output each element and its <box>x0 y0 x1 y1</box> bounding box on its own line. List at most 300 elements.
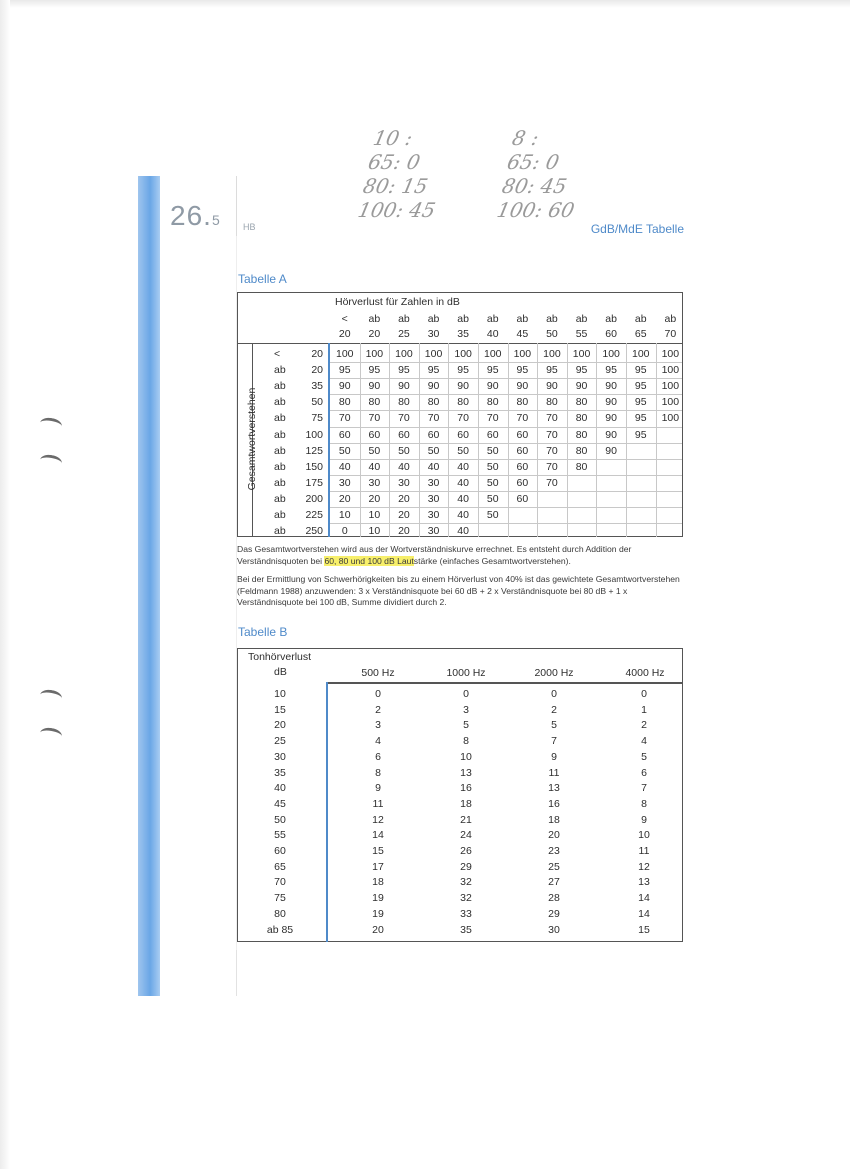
table-a-cell: 50 <box>338 444 351 457</box>
table-a-cell: 50 <box>486 509 499 521</box>
table-a-cell: 80 <box>516 396 529 409</box>
table-a-row-value: 20 <box>311 348 323 360</box>
table-a-grid-line <box>330 459 682 460</box>
table-a-cell: 95 <box>634 364 647 377</box>
table-b-row <box>238 749 682 765</box>
table-b-cell: 10 <box>460 750 472 763</box>
table-a-cell: 90 <box>605 412 617 425</box>
table-a-cell: 95 <box>486 364 499 377</box>
table-a-grid-line <box>330 507 682 508</box>
table-a-cell: 60 <box>516 476 529 489</box>
table-a-col-header-bottom: 40 <box>486 328 499 340</box>
table-a-col-header-top: ab <box>664 313 677 325</box>
table-a-col-header-top: ab <box>546 313 558 325</box>
table-b-row <box>238 859 682 875</box>
table-b-cell: 6 <box>375 750 381 763</box>
table-b-title: Tabelle B <box>238 625 288 639</box>
scan-edge-left <box>0 0 10 1169</box>
table-b-cell: 7 <box>641 782 647 795</box>
table-a-cell: 40 <box>457 476 469 489</box>
table-a-col-header-top: ab <box>486 313 499 325</box>
table-a-cell: 90 <box>605 444 617 457</box>
table-b-cell: 14 <box>372 829 384 842</box>
table-a-cell: 50 <box>486 476 499 489</box>
table-b-db-value: 50 <box>274 813 286 826</box>
table-a-grid-line <box>330 410 682 411</box>
table-a-grid-line <box>330 362 682 363</box>
table-a-col-header-bottom: 20 <box>338 328 351 340</box>
table-a-row-prefix: ab <box>274 509 286 521</box>
table-a-cell: 95 <box>457 364 469 377</box>
table-a-row-prefix: ab <box>274 525 286 538</box>
table-a-cell: 100 <box>335 348 354 360</box>
table-b-cell: 13 <box>638 876 650 889</box>
table-b-row <box>238 906 682 922</box>
table-a-cell: 100 <box>483 348 502 360</box>
table-a-row-prefix: ab <box>274 428 286 441</box>
table-b-cell: 32 <box>460 876 472 889</box>
table-b-cell: 10 <box>638 829 650 842</box>
table-b-col-header: 4000 Hz <box>625 667 665 679</box>
table-a-row-value: 100 <box>305 428 323 441</box>
table-a-row-value: 250 <box>305 525 323 538</box>
table-b-db-value: 30 <box>274 750 286 763</box>
table-a-cell: 80 <box>575 460 588 473</box>
punch-hole-mark <box>39 726 63 743</box>
table-a-cell: 90 <box>605 428 617 441</box>
table-a-grid-line <box>330 443 682 444</box>
table-b-row <box>238 702 682 718</box>
table-a-cell: 100 <box>631 348 650 360</box>
table-a-row-value: 50 <box>311 396 323 409</box>
table-a-cell: 50 <box>457 444 469 457</box>
table-a-cell: 80 <box>427 396 440 409</box>
table-a-cell: 60 <box>516 428 529 441</box>
table-b-cell: 5 <box>463 719 469 732</box>
table-b-db-value: 75 <box>274 892 286 905</box>
table-a-row-prefix: ab <box>274 412 286 425</box>
table-b-cell: 18 <box>460 797 472 810</box>
table-a-cell: 100 <box>572 348 591 360</box>
table-a-col-header-bottom: 35 <box>457 328 469 340</box>
table-a-cell: 40 <box>457 460 469 473</box>
table-a-cell: 95 <box>605 364 617 377</box>
table-a-col-header-bottom: 70 <box>664 328 677 340</box>
table-a-cell: 100 <box>661 364 680 377</box>
table-a-cell: 95 <box>398 364 410 377</box>
table-b-cell: 13 <box>460 766 472 779</box>
table-a-cell: 90 <box>486 380 499 393</box>
table-a-cell: 40 <box>427 460 440 473</box>
scan-edge-top <box>0 0 850 8</box>
table-a-col-header-bottom: 45 <box>516 328 529 340</box>
table-b-cell: 0 <box>641 688 647 700</box>
table-a-row-value: 75 <box>311 412 323 425</box>
table-b-cell: 12 <box>372 813 384 826</box>
table-b-cell: 6 <box>641 766 647 779</box>
table-a-cell: 95 <box>338 364 351 377</box>
table-b-db-value: 60 <box>274 845 286 857</box>
table-a-cell: 70 <box>486 412 499 425</box>
table-a-cell: 40 <box>338 460 351 473</box>
table-b-db-value: 15 <box>274 703 286 716</box>
table-a-cell: 80 <box>575 412 588 425</box>
table-a-cell: 100 <box>661 348 680 360</box>
table-b-cell: 4 <box>641 735 647 748</box>
table-a-cell: 100 <box>513 348 532 360</box>
table-b-db-value: 35 <box>274 766 286 779</box>
table-b-header-line1: Tonhörverlust <box>248 651 312 663</box>
table-a-cell: 20 <box>368 492 381 505</box>
table-a-row-prefix: ab <box>274 444 286 457</box>
table-b-cell: 13 <box>548 782 560 795</box>
table-b-row <box>238 827 682 843</box>
table-a-cell: 90 <box>605 380 617 393</box>
table-a-col-header-bottom: 60 <box>605 328 617 340</box>
table-a-cell: 20 <box>338 492 351 505</box>
table-a-col-header-bottom: 65 <box>634 328 647 340</box>
table-a-grid-line <box>330 378 682 379</box>
table-a-cell: 50 <box>486 492 499 505</box>
table-a-row-prefix: ab <box>274 380 286 393</box>
table-a-col-header-bottom: 50 <box>546 328 558 340</box>
header-divider <box>236 176 237 236</box>
note-text: stärke (einfaches Gesamtwortverstehen). <box>413 555 571 566</box>
table-a-row-prefix: ab <box>274 460 286 473</box>
table-b-cell: 5 <box>551 719 557 732</box>
table-b-cell: 9 <box>551 750 557 763</box>
table-a-cell: 95 <box>546 364 558 377</box>
table-a-cell: 80 <box>486 396 499 409</box>
table-b-cell: 30 <box>548 923 560 936</box>
table-a-cell: 30 <box>338 476 351 489</box>
table-b-cell: 19 <box>372 907 384 920</box>
table-a-grid-line <box>330 491 682 492</box>
table-b-cell: 16 <box>460 782 472 795</box>
table-a-row-value: 200 <box>305 492 323 505</box>
table-a-col-header-top: ab <box>457 313 469 325</box>
table-a-cell: 100 <box>454 348 472 360</box>
table-a-row-prefix: ab <box>274 476 286 489</box>
table-a-cell: 70 <box>546 460 558 473</box>
page-header-title: GdB/MdE Tabelle <box>590 222 684 236</box>
table-a-cell: 10 <box>338 509 351 521</box>
table-a-cell: 70 <box>427 412 440 425</box>
table-b-db-value: 20 <box>274 719 286 732</box>
table-b-cell: 9 <box>641 813 647 826</box>
table-a-cell: 70 <box>516 412 529 425</box>
table-a-cell: 80 <box>338 396 351 409</box>
table-a-row-value: 175 <box>305 476 323 489</box>
punch-hole-mark <box>39 688 63 705</box>
table-a-col-header-top: ab <box>605 313 617 325</box>
table-a-side-label <box>242 371 256 511</box>
page-number <box>170 200 221 232</box>
table-a-cell: 60 <box>338 428 351 441</box>
table-b-cell: 9 <box>375 782 381 795</box>
table-a-cell: 100 <box>661 380 680 393</box>
table-a-row-prefix: ab <box>274 492 286 505</box>
note-paragraph-1 <box>237 544 687 567</box>
table-a-cell: 50 <box>427 444 440 457</box>
table-b-cell: 21 <box>460 813 472 826</box>
page-number-suffix: 5 <box>211 212 221 228</box>
table-b-cell: 8 <box>463 735 469 748</box>
table-a-cell: 95 <box>368 364 381 377</box>
table-b-db-value: ab 85 <box>266 923 294 936</box>
table-b-cell: 16 <box>548 797 560 810</box>
table-b-cell: 27 <box>548 876 560 889</box>
punch-hole-mark <box>39 416 63 433</box>
table-a-col-header-top: ab <box>427 313 440 325</box>
table-a-cell: 80 <box>457 396 469 409</box>
table-a-cell: 60 <box>516 444 529 457</box>
table-a-cell: 80 <box>368 396 381 409</box>
table-b-db-value: 25 <box>274 735 286 748</box>
table-a-cell: 50 <box>486 444 499 457</box>
table-b-cell: 23 <box>548 845 560 857</box>
table-a-row-prefix: < <box>274 348 281 360</box>
table-b-cell: 25 <box>548 860 560 873</box>
table-b-cell: 0 <box>463 688 469 700</box>
table-b-cell: 17 <box>372 860 384 873</box>
table-a-cell: 100 <box>661 396 680 409</box>
table-a-header-rule <box>238 343 682 344</box>
table-b-db-value: 40 <box>274 782 286 795</box>
table-a-cell: 100 <box>424 348 443 360</box>
table-a-cell: 100 <box>661 412 680 425</box>
table-b-cell: 2 <box>375 703 381 716</box>
table-a-cell: 30 <box>398 476 410 489</box>
table-a-cell: 30 <box>368 476 381 489</box>
table-b-cell: 15 <box>372 845 384 857</box>
table-a-row-value: 20 <box>311 364 323 377</box>
table-b-row <box>238 843 682 859</box>
table-b-cell: 35 <box>460 923 472 936</box>
table-a-cell: 100 <box>395 348 413 360</box>
table-a-cell: 40 <box>398 460 410 473</box>
table-b-cell: 18 <box>548 813 560 826</box>
table-b-row <box>238 890 682 906</box>
table-a-cell: 90 <box>457 380 469 393</box>
table-a-cell: 80 <box>546 396 558 409</box>
table-a-col-header-top: ab <box>634 313 647 325</box>
table-b-cell: 11 <box>638 845 650 857</box>
page-number-main: 26. <box>170 200 212 231</box>
table-b-cell: 4 <box>375 735 381 748</box>
table-b-cell: 12 <box>638 860 650 873</box>
table-a-cell: 60 <box>516 460 529 473</box>
table-b-cell: 28 <box>548 892 560 905</box>
table-a-cell: 100 <box>543 348 561 360</box>
table-a-cell: 100 <box>365 348 384 360</box>
table-a-cell: 100 <box>602 348 620 360</box>
table-a-cell: 90 <box>427 380 440 393</box>
table-a-cell: 70 <box>546 412 558 425</box>
table-b-cell: 0 <box>551 688 557 700</box>
table-b-cell: 3 <box>463 703 469 716</box>
table-a-cell: 90 <box>338 380 351 393</box>
table-a-row-prefix: ab <box>274 396 286 409</box>
table-a-cell: 95 <box>634 428 647 441</box>
table-a-grid-line <box>330 523 682 524</box>
table-a-col-header-top: ab <box>575 313 588 325</box>
table-a-cell: 60 <box>427 428 440 441</box>
table-a-cell: 80 <box>398 396 410 409</box>
table-b-row <box>238 717 682 733</box>
table-a-cell: 95 <box>634 380 647 393</box>
table-a <box>237 292 683 537</box>
table-a-col-header-top: ab <box>398 313 410 325</box>
note-paragraph-2: Bei der Ermittlung von Schwerhörigkeiten bis zu einem Hörverlust von 40% ist das gewichtete Gesamtwortverstehen (Feldmann 1988) anzuwenden: 3 x Verständnisquote bei 60 dB + 2 x Verständnisquote bei 80 dB + 1 x Verständnisquote bei 100 dB, Summe dividiert durch 2. <box>237 574 680 607</box>
table-a-cell: 30 <box>427 509 440 521</box>
table-b-cell: 20 <box>548 829 560 842</box>
table-a-cell: 95 <box>634 396 647 409</box>
table-b-cell: 32 <box>460 892 472 905</box>
table-b-cell: 8 <box>375 766 381 779</box>
table-a-cell: 40 <box>368 460 381 473</box>
table-a-cell: 70 <box>546 428 558 441</box>
table-a-col-header-bottom: 25 <box>398 328 410 340</box>
table-a-title: Tabelle A <box>238 272 287 286</box>
table-a-col-header-bottom: 30 <box>427 328 440 340</box>
table-b-cell: 29 <box>460 860 472 873</box>
table-b-col-header: 2000 Hz <box>534 667 574 679</box>
table-a-cell: 60 <box>457 428 469 441</box>
table-a-row-value: 150 <box>305 460 323 473</box>
table-b-row <box>238 765 682 781</box>
table-a-cell: 40 <box>457 492 469 505</box>
table-b-db-value: 70 <box>274 876 286 889</box>
table-a-col-header-top: ab <box>368 313 381 325</box>
table-a-cell: 60 <box>516 492 529 505</box>
table-b-cell: 19 <box>372 892 384 905</box>
table-a-cell: 60 <box>398 428 410 441</box>
table-a-grid-line <box>330 475 682 476</box>
table-a-cell: 60 <box>486 428 499 441</box>
page-sub-label: HB <box>243 222 256 232</box>
table-b-cell: 20 <box>372 923 384 936</box>
table-b-row <box>238 812 682 828</box>
table-a-cell: 90 <box>575 380 588 393</box>
table-a-cell: 50 <box>368 444 381 457</box>
table-a-cell: 10 <box>368 525 381 538</box>
table-a-grid-line <box>330 394 682 395</box>
table-b-cell: 5 <box>641 750 647 763</box>
table-a-cell: 95 <box>516 364 529 377</box>
table-a-cell: 30 <box>427 476 440 489</box>
table-b-col-header: 1000 Hz <box>446 667 486 679</box>
table-b-cell: 14 <box>638 892 650 905</box>
table-b-cell: 7 <box>551 735 557 748</box>
handwritten-note-left: 10 : 65: 0 80: 15 100: 45 <box>355 126 438 222</box>
table-a-grid-line <box>330 427 682 428</box>
table-b-cell: 29 <box>548 907 560 920</box>
table-b-db-value: 55 <box>274 829 286 842</box>
punch-hole-mark <box>39 453 63 470</box>
table-a-cell: 90 <box>516 380 529 393</box>
table-a-cell: 95 <box>634 412 647 425</box>
table-b-cell: 3 <box>375 719 381 732</box>
note-text: Das Gesamtwortverstehen wird aus der Wortverständniskurve errechnet. Es entsteht durch Addition der Verständnisquoten bei <box>237 544 632 566</box>
table-b-row <box>238 686 682 702</box>
table-a-cell: 90 <box>368 380 381 393</box>
page-side-bar <box>138 176 160 996</box>
table-a-cell: 20 <box>398 525 410 538</box>
table-a-cell: 0 <box>341 525 348 538</box>
table-b-cell: 1 <box>641 703 647 716</box>
table-b-header-line2: dB <box>274 666 287 678</box>
table-a-cell: 60 <box>368 428 381 441</box>
table-b-cell: 24 <box>460 829 472 842</box>
table-b-row <box>238 796 682 812</box>
table-a-row-value: 35 <box>311 380 323 393</box>
table-a-col-header-bottom: 20 <box>368 328 381 340</box>
table-a-cell: 40 <box>457 509 469 521</box>
table-a-col-header-top: < <box>341 313 348 325</box>
table-b-cell: 11 <box>372 797 384 810</box>
table-a-cell: 70 <box>398 412 410 425</box>
table-a-cell: 20 <box>398 509 410 521</box>
table-b-cell: 15 <box>638 923 650 936</box>
note-highlight: 60, 80 und 100 dB Laut <box>324 555 414 566</box>
table-a-cell: 30 <box>427 525 440 538</box>
table-b-cell: 0 <box>375 688 381 700</box>
table-b-row <box>238 922 682 938</box>
table-a-cell: 70 <box>338 412 351 425</box>
table-a-cell: 80 <box>575 444 588 457</box>
table-b-db-value: 10 <box>274 688 286 700</box>
table-b-row <box>238 733 682 749</box>
table-b-header-rule <box>326 682 683 684</box>
table-b-cell: 11 <box>548 766 560 779</box>
table-b-row <box>238 874 682 890</box>
table-b <box>237 648 683 942</box>
table-b-cell: 2 <box>641 719 647 732</box>
table-a-side-label-text: Gesamtwortverstehen <box>246 387 258 491</box>
handwritten-note-right: 8 : 65: 0 80: 45 100: 60 <box>494 126 577 222</box>
page-margin-line-bottom <box>236 950 237 996</box>
table-a-cell: 70 <box>546 476 558 489</box>
table-a-col-header-bottom: 55 <box>575 328 588 340</box>
table-a-cell: 70 <box>457 412 469 425</box>
table-a-cell: 90 <box>605 396 617 409</box>
table-b-db-value: 45 <box>274 797 286 810</box>
table-b-cell: 2 <box>551 703 557 716</box>
table-a-cell: 70 <box>368 412 381 425</box>
table-b-cell: 33 <box>460 907 472 920</box>
table-b-col-header: 500 Hz <box>361 667 395 679</box>
table-a-cell: 90 <box>546 380 558 393</box>
table-b-db-value: 80 <box>274 907 286 920</box>
table-b-row <box>238 780 682 796</box>
table-a-col-header-top: ab <box>516 313 529 325</box>
table-a-cell: 70 <box>546 444 558 457</box>
table-b-cell: 14 <box>638 907 650 920</box>
table-a-cell: 10 <box>368 509 381 521</box>
table-a-row-prefix: ab <box>274 364 286 377</box>
table-a-row-value: 225 <box>305 509 323 521</box>
table-a-cell: 90 <box>398 380 410 393</box>
table-a-cell: 95 <box>427 364 440 377</box>
table-a-cell: 30 <box>427 492 440 505</box>
table-a-cell: 20 <box>398 492 410 505</box>
table-a-cell: 40 <box>457 525 469 538</box>
table-a-cell: 95 <box>575 364 588 377</box>
table-a-header-title: Hörverlust für Zahlen in dB <box>335 296 460 308</box>
table-a-row-value: 125 <box>305 444 323 457</box>
table-b-db-value: 65 <box>274 860 286 873</box>
